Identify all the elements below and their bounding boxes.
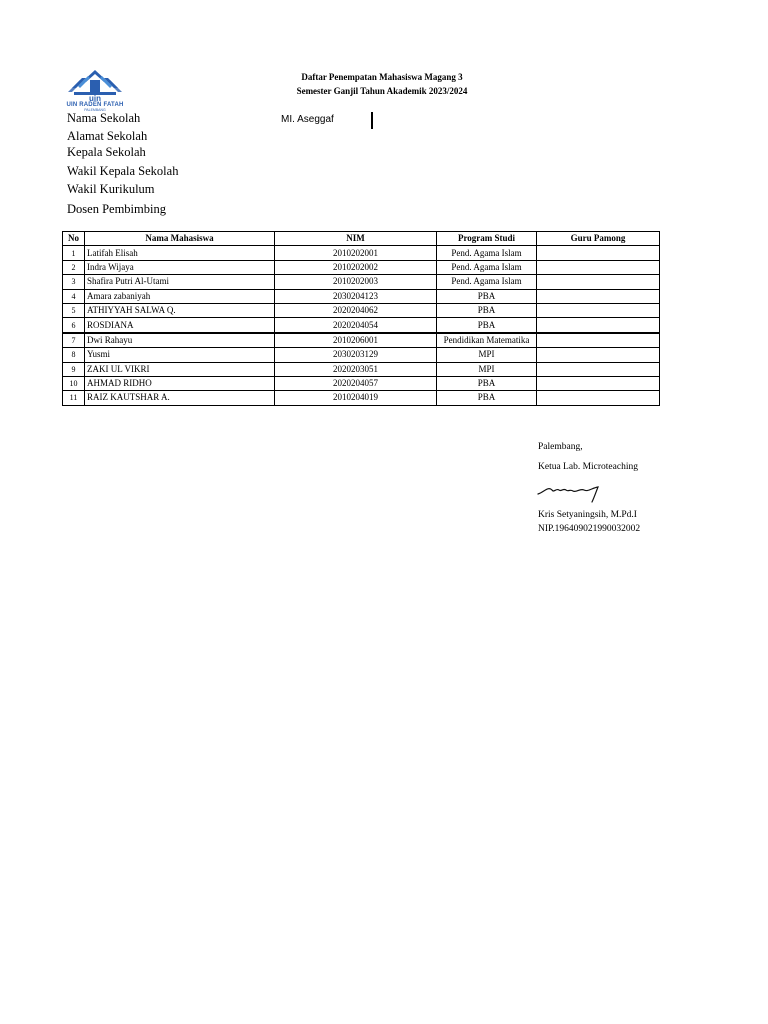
cell-guru xyxy=(537,275,660,289)
cell-guru xyxy=(537,362,660,376)
label-kepala-sekolah: Kepala Sekolah xyxy=(67,145,146,159)
cell-prodi: PBA xyxy=(437,376,537,390)
cell-nim: 2020204062 xyxy=(275,303,437,317)
table-row xyxy=(63,289,660,303)
cell-nim: 2030204123 xyxy=(275,289,437,303)
cell-guru xyxy=(537,391,660,405)
signature-nip: NIP.196409021990032002 xyxy=(538,524,641,534)
value-nama-sekolah: MI. Aseggaf xyxy=(281,114,334,125)
cell-prodi: MPI xyxy=(437,348,537,362)
label-dosen-pembimbing: Dosen Pembimbing xyxy=(67,202,166,216)
table-row xyxy=(63,333,660,348)
cell-nim: 2020203051 xyxy=(275,362,437,376)
cell-prodi: MPI xyxy=(437,362,537,376)
header-no: No xyxy=(63,232,85,246)
cell-prodi: Pend. Agama Islam xyxy=(437,275,537,289)
cell-guru xyxy=(537,333,660,348)
svg-text:uin: uin xyxy=(89,94,101,102)
cell-no: 4 xyxy=(63,289,85,303)
university-logo xyxy=(64,68,126,112)
header-nama: Nama Mahasiswa xyxy=(85,232,275,246)
cell-no: 8 xyxy=(63,348,85,362)
table-row xyxy=(63,275,660,289)
table-row xyxy=(63,391,660,405)
header-nim: NIM xyxy=(275,232,437,246)
cell-guru xyxy=(537,376,660,390)
table-row xyxy=(63,260,660,274)
cell-prodi: Pend. Agama Islam xyxy=(437,246,537,260)
cell-name: ROSDIANA xyxy=(85,318,275,333)
cell-prodi: PBA xyxy=(437,289,537,303)
cell-name: ZAKI UL VIKRI xyxy=(85,362,275,376)
logo-text: UIN RADEN FATAH xyxy=(66,102,124,108)
cell-nim: 2010202003 xyxy=(275,275,437,289)
cell-nim: 2020204057 xyxy=(275,376,437,390)
signature-name: Kris Setyaningsih, M.Pd.I xyxy=(538,510,637,520)
cell-no: 5 xyxy=(63,303,85,317)
logo-emblem-icon xyxy=(64,68,126,102)
cell-nim: 2010206001 xyxy=(275,333,437,348)
cell-no: 9 xyxy=(63,362,85,376)
table-row xyxy=(63,348,660,362)
table-row xyxy=(63,246,660,260)
cell-guru xyxy=(537,246,660,260)
cell-guru xyxy=(537,318,660,333)
cell-name: Latifah Elisah xyxy=(85,246,275,260)
cell-name: Yusmi xyxy=(85,348,275,362)
student-placement-table xyxy=(62,231,660,406)
cell-no: 3 xyxy=(63,275,85,289)
cell-prodi: PBA xyxy=(437,303,537,317)
table-row xyxy=(63,376,660,390)
label-wakil-kurikulum: Wakil Kurikulum xyxy=(67,182,155,196)
cell-prodi: Pend. Agama Islam xyxy=(437,260,537,274)
cell-prodi: PBA xyxy=(437,391,537,405)
header-guru: Guru Pamong xyxy=(537,232,660,246)
label-nama-sekolah: Nama Sekolah xyxy=(67,111,141,125)
signature-place: Palembang, xyxy=(538,442,583,452)
cell-name: Indra Wijaya xyxy=(85,260,275,274)
cell-name: Dwi Rahayu xyxy=(85,333,275,348)
table-row xyxy=(63,362,660,376)
table-header-row xyxy=(63,232,660,246)
cell-nim: 2020204054 xyxy=(275,318,437,333)
document-subtitle: Semester Ganjil Tahun Akademik 2023/2024 xyxy=(296,86,468,96)
cell-guru xyxy=(537,260,660,274)
cell-no: 6 xyxy=(63,318,85,333)
cell-name: RAIZ KAUTSHAR A. xyxy=(85,391,275,405)
cell-no: 11 xyxy=(63,391,85,405)
label-alamat-sekolah: Alamat Sekolah xyxy=(67,129,148,143)
table-row xyxy=(63,318,660,333)
logo-subtext: PALEMBANG xyxy=(84,108,106,112)
header-prodi: Program Studi xyxy=(437,232,537,246)
table-row xyxy=(63,303,660,317)
cell-guru xyxy=(537,348,660,362)
cell-no: 1 xyxy=(63,246,85,260)
cell-guru xyxy=(537,289,660,303)
cell-nim: 2010202002 xyxy=(275,260,437,274)
cell-no: 2 xyxy=(63,260,85,274)
cell-name: Amara zabaniyah xyxy=(85,289,275,303)
document-title: Daftar Penempatan Mahasiswa Magang 3 xyxy=(301,72,463,82)
cell-nim: 2010204019 xyxy=(275,391,437,405)
cell-guru xyxy=(537,303,660,317)
cell-name: ATHIYYAH SALWA Q. xyxy=(85,303,275,317)
cell-nim: 2030203129 xyxy=(275,348,437,362)
signature-position: Ketua Lab. Microteaching xyxy=(538,462,638,472)
label-wakil-kepala-sekolah: Wakil Kepala Sekolah xyxy=(67,164,179,178)
cell-name: AHMAD RIDHO xyxy=(85,376,275,390)
cell-no: 7 xyxy=(63,333,85,348)
handwritten-signature-icon xyxy=(536,480,608,504)
cell-name: Shafira Putri Al-Utami xyxy=(85,275,275,289)
cell-prodi: PBA xyxy=(437,318,537,333)
cell-prodi: Pendidikan Matematika xyxy=(437,333,537,348)
text-cursor xyxy=(371,112,373,129)
cell-no: 10 xyxy=(63,376,85,390)
cell-nim: 2010202001 xyxy=(275,246,437,260)
